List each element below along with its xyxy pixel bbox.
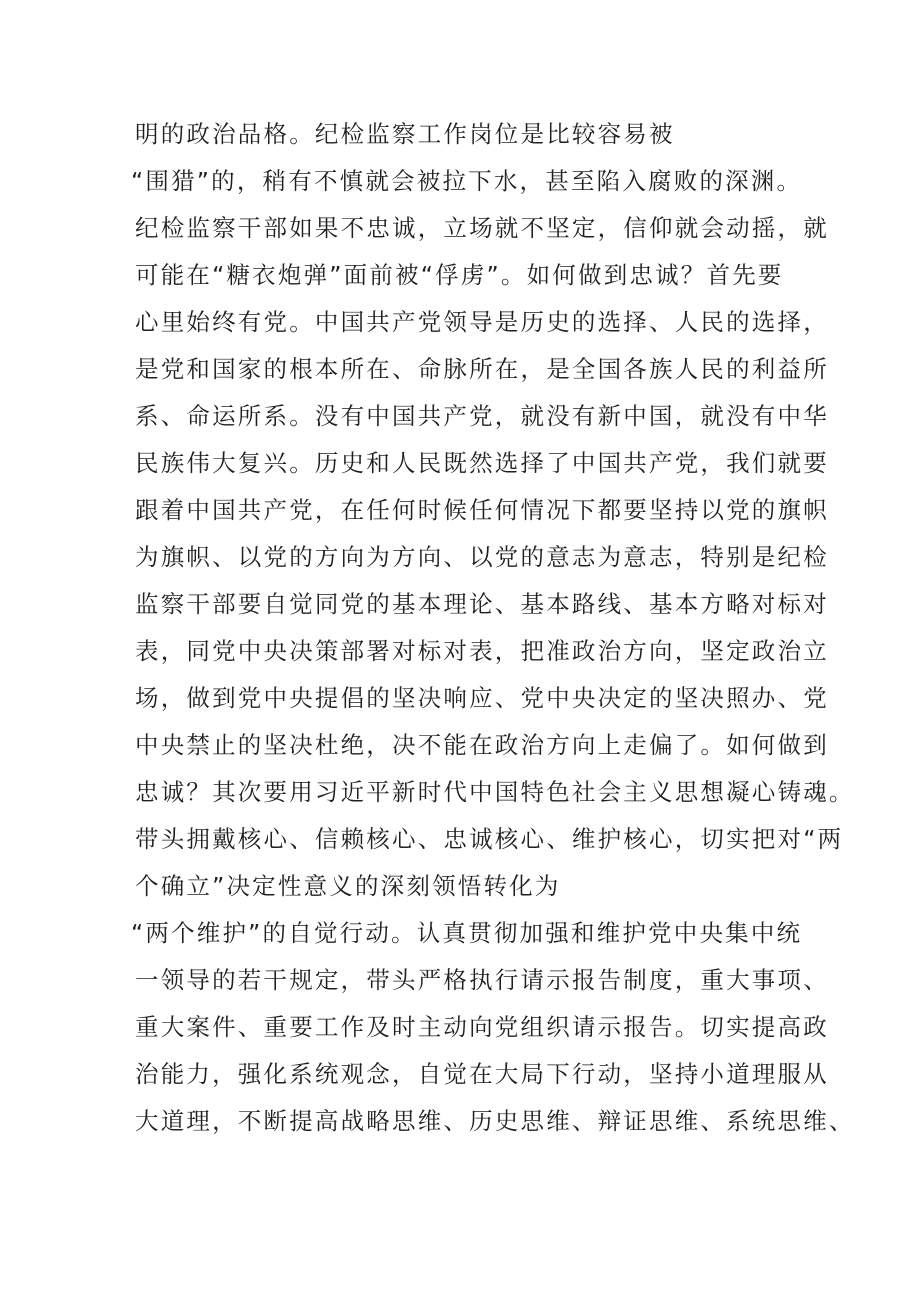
- text-line: 是党和国家的根本所在、命脉所在，是全国各族人民的利益所: [135, 355, 829, 383]
- text-line: 监察干部要自觉同党的基本理论、基本路线、基本方略对标对: [135, 590, 829, 618]
- body-text: [131, 111, 855, 1145]
- text-line: 跟着中国共产党，在任何时候任何情况下都要坚持以党的旗帜: [135, 496, 829, 524]
- text-line: 一领导的若干规定，带头严格执行请示报告制度，重大事项、: [135, 966, 829, 994]
- text-line: 个确立”决定性意义的深刻领悟转化为: [135, 872, 561, 900]
- text-line: “围猎”的，稍有不慎就会被拉下水，甚至陷入腐败的深渊。: [131, 167, 803, 195]
- text-line: 带头拥戴核心、信赖核心、忠诚核心、维护核心，切实把对“两: [135, 825, 844, 853]
- text-line: 心里始终有党。中国共产党领导是历史的选择、人民的选择，: [135, 308, 829, 336]
- text-line: 系、命运所系。没有中国共产党，就没有新中国，就没有中华: [135, 402, 829, 430]
- text-line: 明的政治品格。纪检监察工作岗位是比较容易被: [135, 120, 675, 148]
- text-line: 治能力，强化系统观念，自觉在大局下行动，坚持小道理服从: [135, 1060, 829, 1088]
- text-line: 重大案件、重要工作及时主动向党组织请示报告。切实提高政: [135, 1013, 829, 1041]
- text-line: “两个维护”的自觉行动。认真贯彻加强和维护党中央集中统: [131, 919, 803, 947]
- text-line: 为旗帜、以党的方向为方向、以党的意志为意志，特别是纪检: [135, 543, 829, 571]
- text-line: 大道理，不断提高战略思维、历史思维、辩证思维、系统思维、: [135, 1107, 855, 1135]
- text-line: 纪检监察干部如果不忠诚，立场就不坚定，信仰就会动摇，就: [135, 214, 829, 242]
- text-line: 场，做到党中央提倡的坚决响应、党中央决定的坚决照办、党: [135, 684, 829, 712]
- text-line: 可能在“糖衣炮弹”面前被“俘虏”。如何做到忠诚？首先要: [135, 261, 784, 289]
- text-line: 表，同党中央决策部署对标对表，把准政治方向，坚定政治立: [135, 637, 829, 665]
- text-line: 民族伟大复兴。历史和人民既然选择了中国共产党，我们就要: [135, 449, 829, 477]
- text-line: 忠诚？其次要用习近平新时代中国特色社会主义思想凝心铸魂。: [135, 778, 855, 806]
- text-line: 中央禁止的坚决杜绝，决不能在政治方向上走偏了。如何做到: [135, 731, 829, 759]
